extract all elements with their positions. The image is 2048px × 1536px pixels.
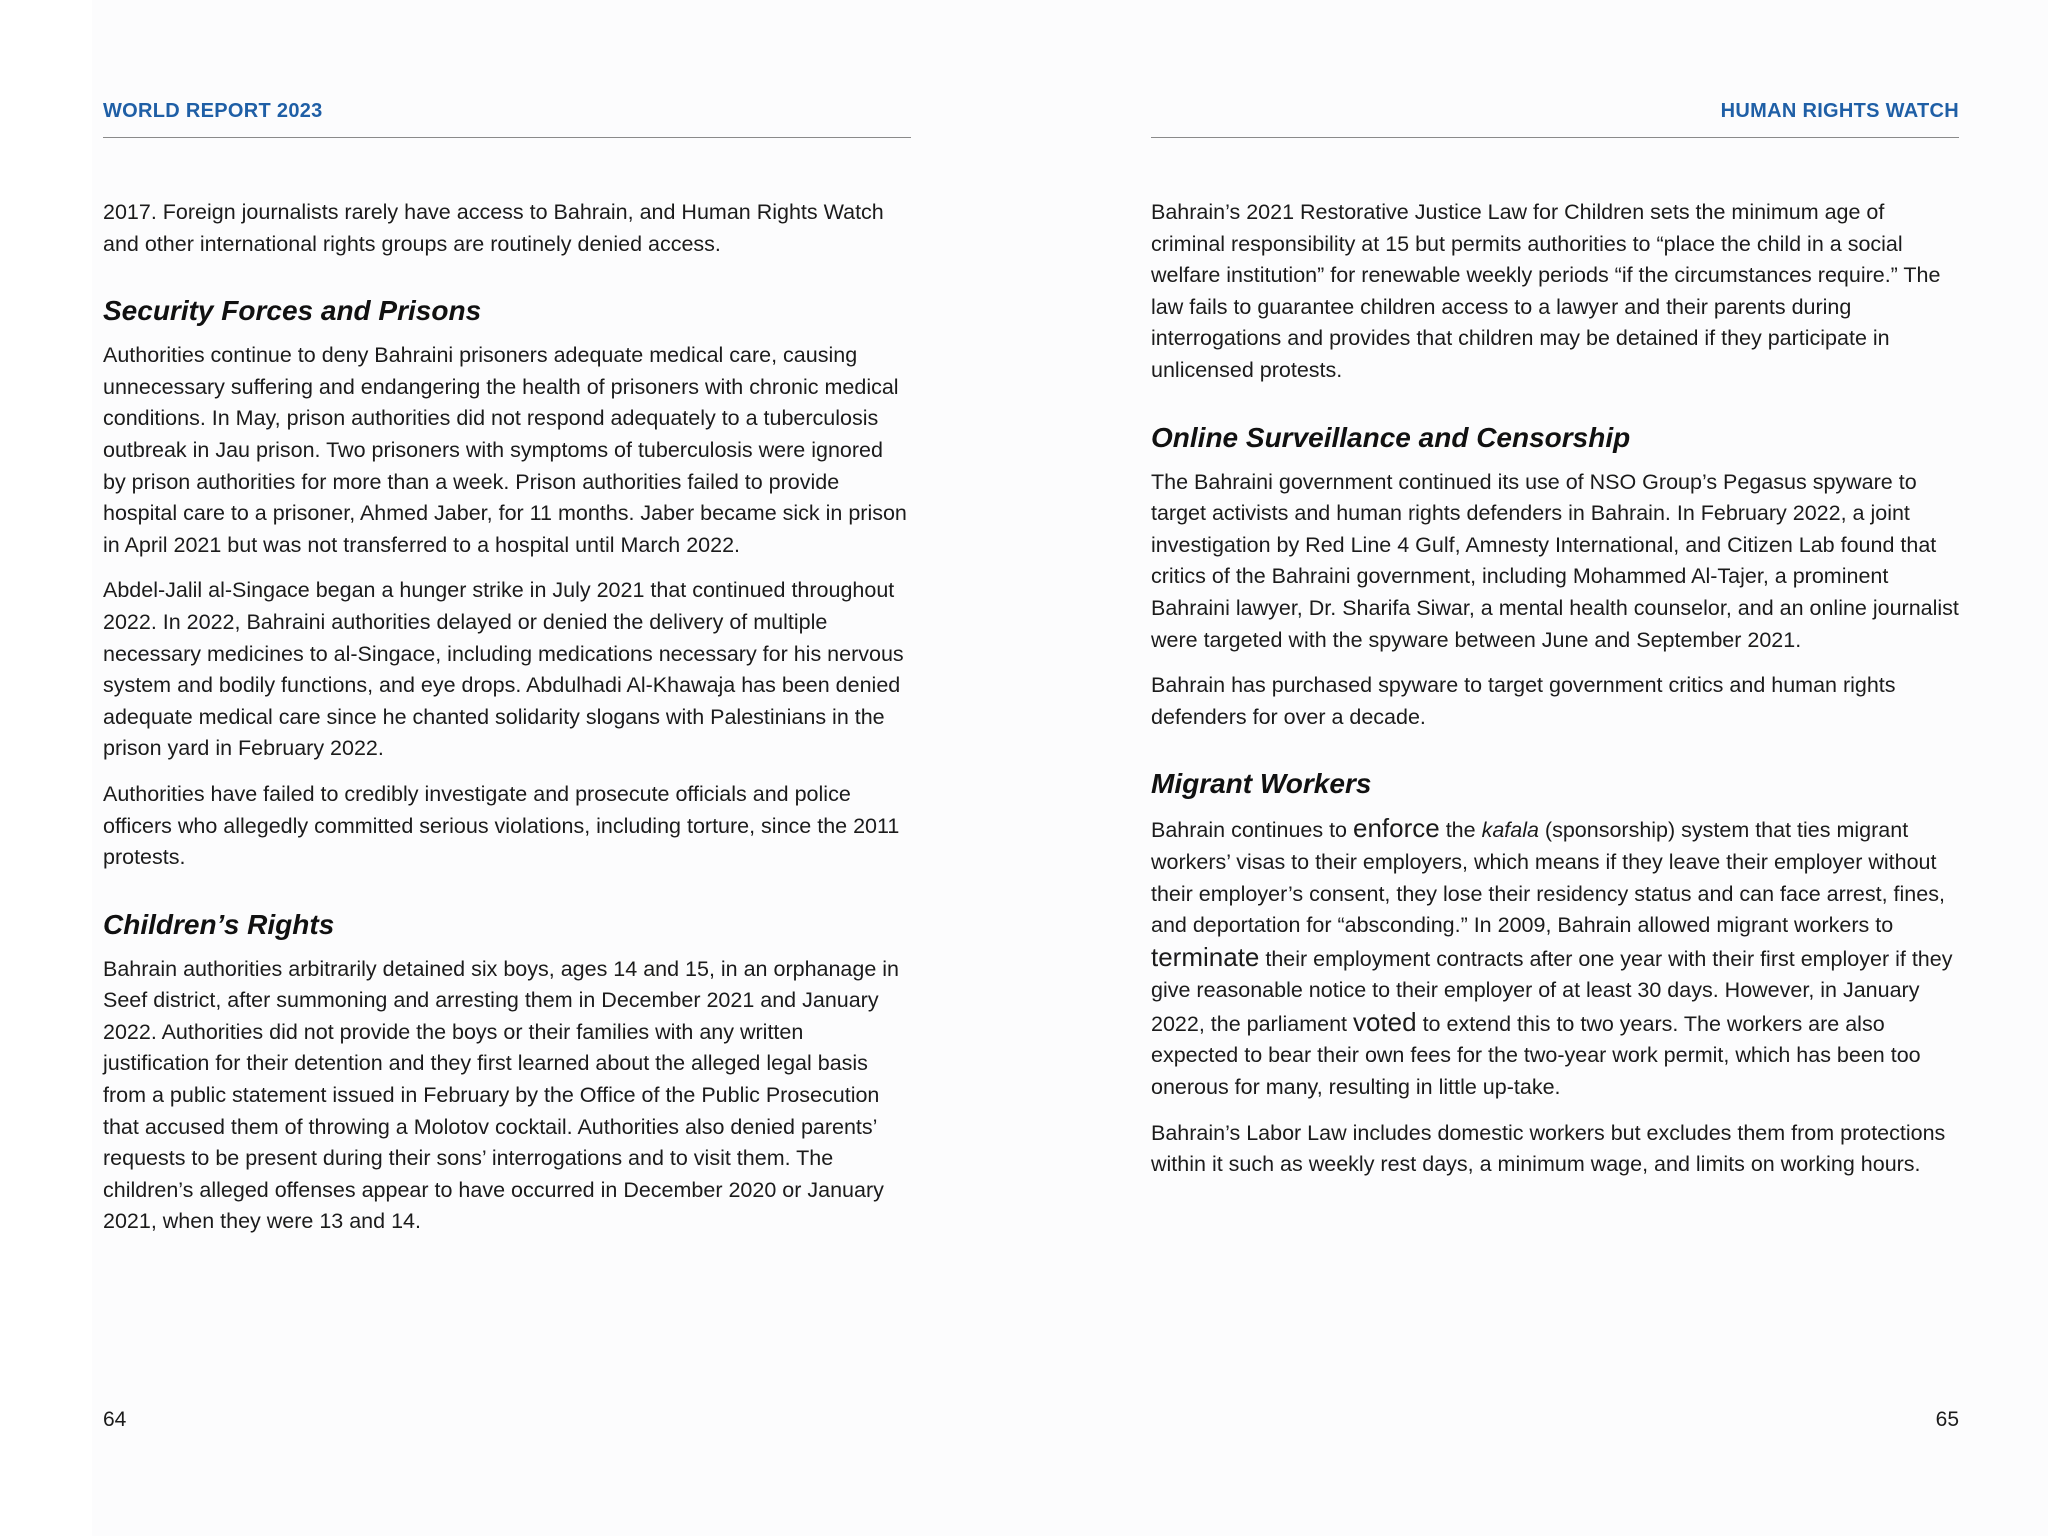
- text-run: to extend this to two years. The workers are also expected to bear their own fees for the two-year work permit, which has been too onerous for many, resulting in little up-take.: [1151, 1011, 1921, 1100]
- paragraph: Bahrain authorities arbitrarily detained six boys, ages 14 and 15, in an orphanage in Seef district, after summoning and arresting them in December 2021 and January 2022. Authorities did not provide the boys or their families with any written justification for their detention and they first learned about the alleged legal basis from a public statement issued in February by the Office of the Public Prosecution that accused them of throwing a Molotov cocktail. Authorities also denied parents’ requests to be present during their sons’ interrogations and to visit them. The children’s alleged offenses appear to have occurred in December 2020 or January 2021, when they were 13 and 14.: [103, 956, 900, 1234]
- header-rule-left: [103, 137, 911, 138]
- italic-term: kafala: [1481, 818, 1539, 843]
- paragraph: Bahrain has purchased spyware to target government critics and human rights defenders for over a decade.: [1151, 673, 1896, 729]
- section-heading-surveillance: Online Surveillance and Censorship: [1151, 421, 1631, 453]
- text-run: the: [1439, 818, 1482, 843]
- section-heading-children: Children’s Rights: [103, 908, 335, 940]
- page-number-left: 64: [103, 1408, 127, 1431]
- paragraph: Authorities have failed to credibly investigate and prosecute officials and police officers who allegedly committed serious violations, including torture, since the 2011 protests.: [103, 781, 900, 870]
- text-run: Bahrain continues to: [1151, 818, 1353, 843]
- paragraph: Abdel-Jalil al-Singace began a hunger strike in July 2021 that continued throughout 2022. In 2022, Bahraini authorities delayed or denied the delivery of multiple necessary medicines to al-Singace, including medications necessary for his nervous system and bodily functions, and eye drops. Abdulhadi Al-Khawaja has been denied adequate medical care since he chanted solidarity slogans with Palestinians in the prison yard in February 2022.: [103, 578, 904, 761]
- left-body: [103, 197, 911, 1252]
- left-page: [103, 0, 911, 1536]
- paragraph: Bahrain’s 2021 Restorative Justice Law for Children sets the minimum age of criminal responsibility at 15 but permits authorities to “place the child in a social welfare institution” for renewable weekly periods “if the circumstances require.” The law fails to guarantee children access to a lawyer and their parents during interrogations and provides that children may be detained if they participate in unlicensed protests.: [1151, 200, 1941, 382]
- section-heading-migrant: Migrant Workers: [1151, 768, 1372, 800]
- right-body: [1151, 197, 1959, 1195]
- enlarged-word: enforce: [1353, 813, 1440, 844]
- text-run: their employment contracts after one year with their first employer if they give reasonable notice to their employer of at least 30 days. However, in January 2022, the parliament: [1151, 946, 1953, 1036]
- paragraph: 2017. Foreign journalists rarely have access to Bahrain, and Human Rights Watch and other international rights groups are routinely denied access.: [103, 200, 884, 256]
- section-heading-security: Security Forces and Prisons: [103, 295, 482, 327]
- paragraph: The Bahraini government continued its use of NSO Group’s Pegasus spyware to target activists and human rights defenders in Bahrain. In February 2022, a joint investigation by Red Line 4 Gulf, Amnesty International, and Citizen Lab found that critics of the Bahraini government, including Mohammed Al-Tajer, a prominent Bahraini lawyer, Dr. Sharifa Siwar, a mental health counselor, and an online journalist were targeted with the spyware between June and September 2021.: [1151, 469, 1959, 652]
- paragraph: Authorities continue to deny Bahraini prisoners adequate medical care, causing unnecessary suffering and endangering the health of prisoners with chronic medical conditions. In May, prison authorities did not respond adequately to a tuberculosis outbreak in Jau prison. Two prisoners with symptoms of tuberculosis were ignored by prison authorities for more than a week. Prison authorities failed to provide hospital care to a prisoner, Ahmed Jaber, for 11 months. Jaber became sick in prison in April 2021 but was not transferred to a hospital until March 2022.: [103, 343, 907, 557]
- right-page: [1151, 0, 1959, 1536]
- running-head-right: HUMAN RIGHTS WATCH: [1720, 100, 1959, 122]
- text-run: (sponsorship) system that ties migrant workers’ visas to their employers, which means if they leave their employer without their employer’s consent, they lose their residency status and can face arrest, fines, and deportation for “absconding.” In 2009, Bahrain allowed migrant workers to: [1151, 818, 1945, 938]
- header-rule-right: [1151, 137, 1959, 138]
- page-number-right: 65: [1935, 1408, 1959, 1431]
- enlarged-word: terminate: [1151, 941, 1260, 972]
- running-head-left: WORLD REPORT 2023: [103, 100, 323, 122]
- paragraph: Bahrain’s Labor Law includes domestic workers but excludes them from protections within it such as weekly rest days, a minimum wage, and limits on working hours.: [1151, 1120, 1946, 1177]
- enlarged-word: voted: [1353, 1006, 1417, 1037]
- paragraph: [1151, 813, 1959, 1103]
